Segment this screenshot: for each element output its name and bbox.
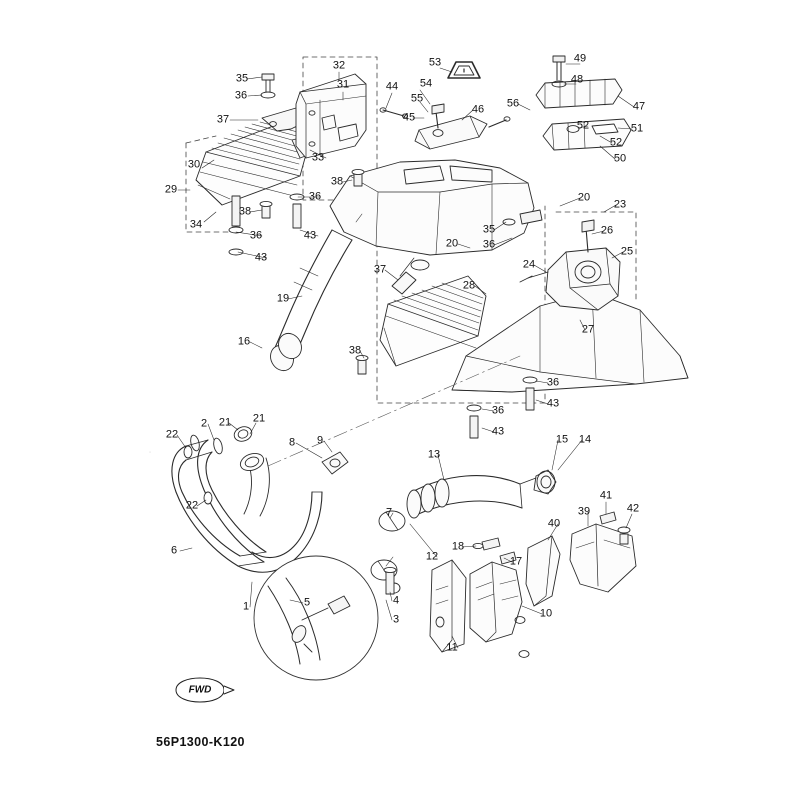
callout-number: 29 [164, 183, 178, 196]
gasket-21 [232, 424, 254, 443]
callout-number: 52 [609, 136, 623, 149]
callout-number: 8 [288, 436, 296, 449]
callout-number: 5 [303, 596, 311, 609]
callout-number: 21 [218, 416, 232, 429]
callout-number: 33 [311, 151, 325, 164]
callout-number: 12 [425, 550, 439, 563]
callout-number: 15 [555, 433, 569, 446]
callout-number: 16 [237, 335, 251, 348]
callout-number: 37 [373, 263, 387, 276]
callout-number: 27 [581, 323, 595, 336]
callout-number: 26 [600, 224, 614, 237]
callout-number: 36 [491, 404, 505, 417]
callout-number: 43 [546, 397, 560, 410]
callout-number: 53 [428, 56, 442, 69]
callout-number: 49 [573, 52, 587, 65]
callout-number: 42 [626, 502, 640, 515]
callout-number: 23 [613, 198, 627, 211]
callout-number: 4 [392, 594, 400, 607]
callout-number: 36 [546, 376, 560, 389]
callout-number: 11 [446, 641, 458, 654]
callout-number: 45 [402, 111, 416, 124]
callout-number: 46 [471, 103, 485, 116]
callout-number: 34 [189, 218, 203, 231]
callout-number: 19 [276, 292, 290, 305]
callout-number: 30 [187, 158, 201, 171]
callout-number: 35 [482, 223, 496, 236]
callout-number: 41 [599, 489, 613, 502]
callout-number: 9 [316, 434, 324, 447]
guard-11 [430, 560, 466, 652]
callout-number: 38 [238, 205, 252, 218]
callout-number: 17 [509, 555, 523, 568]
callout-number: 54 [419, 77, 433, 90]
callout-number: 21 [252, 412, 266, 425]
callout-number: 44 [385, 80, 399, 93]
callout-number: 51 [630, 122, 644, 135]
warning-triangle-icon [448, 62, 480, 78]
callout-number: 18 [451, 540, 465, 553]
callout-number: 7 [385, 506, 393, 519]
gasket-51 [592, 124, 618, 134]
callout-number: 32 [332, 59, 346, 72]
callout-number: 40 [547, 517, 561, 530]
callout-number: 36 [249, 229, 263, 242]
callout-number: 36 [482, 238, 496, 251]
heat-shield-left [196, 118, 310, 205]
oxygen-sensor-detail [254, 556, 378, 680]
callout-number: 39 [577, 505, 591, 518]
callout-number: 48 [570, 73, 584, 86]
part-number-label: 56P1300-K120 [156, 735, 245, 749]
callout-number: 38 [330, 175, 344, 188]
center-pipe-13 [407, 470, 556, 518]
callout-number: 24 [522, 258, 536, 271]
callout-number: 28 [462, 279, 476, 292]
callout-number: 31 [336, 78, 350, 91]
sensor-bracket-46 [415, 104, 510, 149]
callout-number: 20 [445, 237, 459, 250]
callout-number: 1 [242, 600, 250, 613]
callout-number: 2 [200, 417, 208, 430]
callout-number: 14 [578, 433, 592, 446]
callout-number: 47 [632, 100, 646, 113]
callout-number: 36 [234, 89, 248, 102]
callout-number: 20 [577, 191, 591, 204]
callout-number: 43 [254, 251, 268, 264]
callout-number: 13 [427, 448, 441, 461]
callout-number: 43 [303, 229, 317, 242]
guard-17 [526, 536, 560, 606]
callout-number: 3 [392, 613, 400, 626]
guard-10 [470, 562, 529, 657]
callout-number: 25 [620, 245, 634, 258]
callout-number: 43 [491, 425, 505, 438]
callout-number: 6 [170, 544, 178, 557]
callout-number: 55 [410, 92, 424, 105]
callout-number: 22 [185, 499, 199, 512]
callout-number: 22 [165, 428, 179, 441]
callout-number: 52 [576, 119, 590, 132]
callout-number: 35 [235, 72, 249, 85]
callout-number: 38 [348, 344, 362, 357]
callout-number: 10 [539, 607, 553, 620]
callout-number: 36 [308, 190, 322, 203]
callout-number: 37 [216, 113, 230, 126]
cover-31 [296, 74, 366, 158]
callout-number: 56 [506, 97, 520, 110]
fwd-label: FWD [188, 684, 212, 696]
callout-number: 50 [613, 152, 627, 165]
